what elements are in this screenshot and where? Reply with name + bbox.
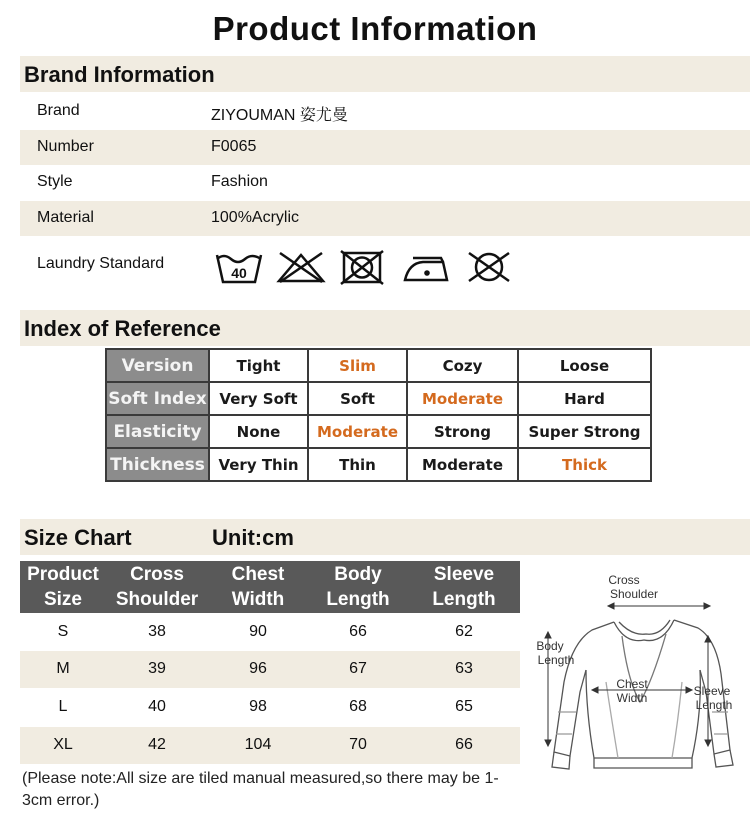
size-row-l xyxy=(20,689,520,726)
size-row-xl xyxy=(20,727,520,764)
reference-option: Tight xyxy=(209,349,308,382)
iron-icon xyxy=(401,249,453,285)
size-column-header: Chest Width xyxy=(231,564,285,610)
chest-width-label: Width xyxy=(616,691,648,705)
size-table-header xyxy=(20,561,520,613)
reference-row-label: Thickness xyxy=(106,448,209,481)
reference-row-label: Elasticity xyxy=(106,415,209,448)
reference-option: Thick xyxy=(518,448,651,481)
reference-option: Cozy xyxy=(407,349,518,382)
size-cell: 104 xyxy=(244,736,272,753)
reference-option: Hard xyxy=(518,382,651,415)
size-cell: 38 xyxy=(148,623,166,640)
brand-section-heading: Brand Information xyxy=(24,62,215,87)
reference-section-heading: Index of Reference xyxy=(24,316,221,341)
reference-row-label: Soft Index xyxy=(106,382,209,415)
wash-temp-label: 40 xyxy=(231,265,247,281)
reference-row-soft-index xyxy=(106,382,651,415)
size-cell: 66 xyxy=(455,736,473,753)
no-tumble-dry-icon xyxy=(339,249,385,285)
size-cell: 70 xyxy=(349,736,367,753)
info-row-number xyxy=(20,130,750,165)
size-cell: 65 xyxy=(455,698,473,715)
measurement-note: (Please note:All size are tiled manual measured,so there may be 1-3cm error.) xyxy=(22,770,499,809)
reference-option: Soft xyxy=(308,382,407,415)
body-length-label: Body xyxy=(536,639,564,653)
info-key: Laundry Standard xyxy=(37,255,165,272)
reference-option: Super Strong xyxy=(518,415,651,448)
garment-diagram xyxy=(522,562,750,784)
cross-shoulder-label: Cross xyxy=(608,573,640,587)
info-row-material xyxy=(20,201,750,236)
reference-option: Slim xyxy=(308,349,407,382)
size-cell: 39 xyxy=(148,660,166,677)
info-row-laundry xyxy=(20,245,750,289)
size-column-header: Sleeve Length xyxy=(432,564,496,610)
info-row-brand xyxy=(20,94,750,129)
sleeve-length-label: Length xyxy=(695,698,733,712)
size-cell: 90 xyxy=(249,623,267,640)
reference-option: Very Thin xyxy=(209,448,308,481)
size-cell: 66 xyxy=(349,623,367,640)
size-row-s xyxy=(20,614,520,651)
size-cell: XL xyxy=(53,736,73,753)
info-value: 100%Acrylic xyxy=(211,209,300,226)
size-cell: 42 xyxy=(148,736,166,753)
size-row-m xyxy=(20,651,520,688)
size-unit-label: Unit:cm xyxy=(212,525,294,550)
reference-row-thickness xyxy=(106,448,651,481)
no-dry-clean-icon xyxy=(464,249,514,285)
reference-option: Moderate xyxy=(407,382,518,415)
reference-row-label: Version xyxy=(106,349,209,382)
chest-width-label: Chest xyxy=(616,677,648,691)
page-title: Product Information xyxy=(212,10,538,47)
size-cell: 98 xyxy=(249,698,267,715)
body-length-label: Length xyxy=(537,653,575,667)
size-cell: M xyxy=(56,660,70,677)
reference-row-elasticity xyxy=(106,415,651,448)
reference-option: Very Soft xyxy=(209,382,308,415)
cross-shoulder-label: Shoulder xyxy=(609,587,659,601)
reference-option: None xyxy=(209,415,308,448)
size-section-heading: Size Chart xyxy=(24,525,132,550)
reference-option: Moderate xyxy=(308,415,407,448)
info-value: ZIYOUMAN 姿尤曼 xyxy=(211,107,348,124)
size-section-header xyxy=(20,519,750,555)
info-key: Brand xyxy=(37,102,80,119)
size-column-header: Body Length xyxy=(326,564,390,610)
reference-option: Moderate xyxy=(407,448,518,481)
sleeve-length-label: Sleeve xyxy=(693,684,731,698)
brand-section-header xyxy=(20,56,750,92)
size-cell: 68 xyxy=(349,698,367,715)
reference-section-header xyxy=(20,310,750,346)
size-cell: S xyxy=(57,623,69,640)
size-cell: 62 xyxy=(455,623,473,640)
info-key: Style xyxy=(37,173,73,190)
info-row-style xyxy=(20,165,750,200)
reference-option: Strong xyxy=(407,415,518,448)
info-key: Number xyxy=(37,138,94,155)
info-value: F0065 xyxy=(211,138,257,155)
size-cell: 67 xyxy=(349,660,367,677)
size-column-header: Cross Shoulder xyxy=(115,564,199,610)
size-cell: L xyxy=(58,698,68,715)
size-cell: 40 xyxy=(148,698,166,715)
info-key: Material xyxy=(37,209,94,226)
reference-table xyxy=(105,348,652,482)
size-column-header: Product Size xyxy=(27,564,99,610)
no-bleach-icon xyxy=(276,249,326,285)
reference-option: Loose xyxy=(518,349,651,382)
wash-40-icon xyxy=(214,249,264,285)
info-value: Fashion xyxy=(211,173,268,190)
size-cell: 63 xyxy=(455,660,473,677)
reference-option: Thin xyxy=(308,448,407,481)
reference-row-version xyxy=(106,349,651,382)
size-cell: 96 xyxy=(249,660,267,677)
